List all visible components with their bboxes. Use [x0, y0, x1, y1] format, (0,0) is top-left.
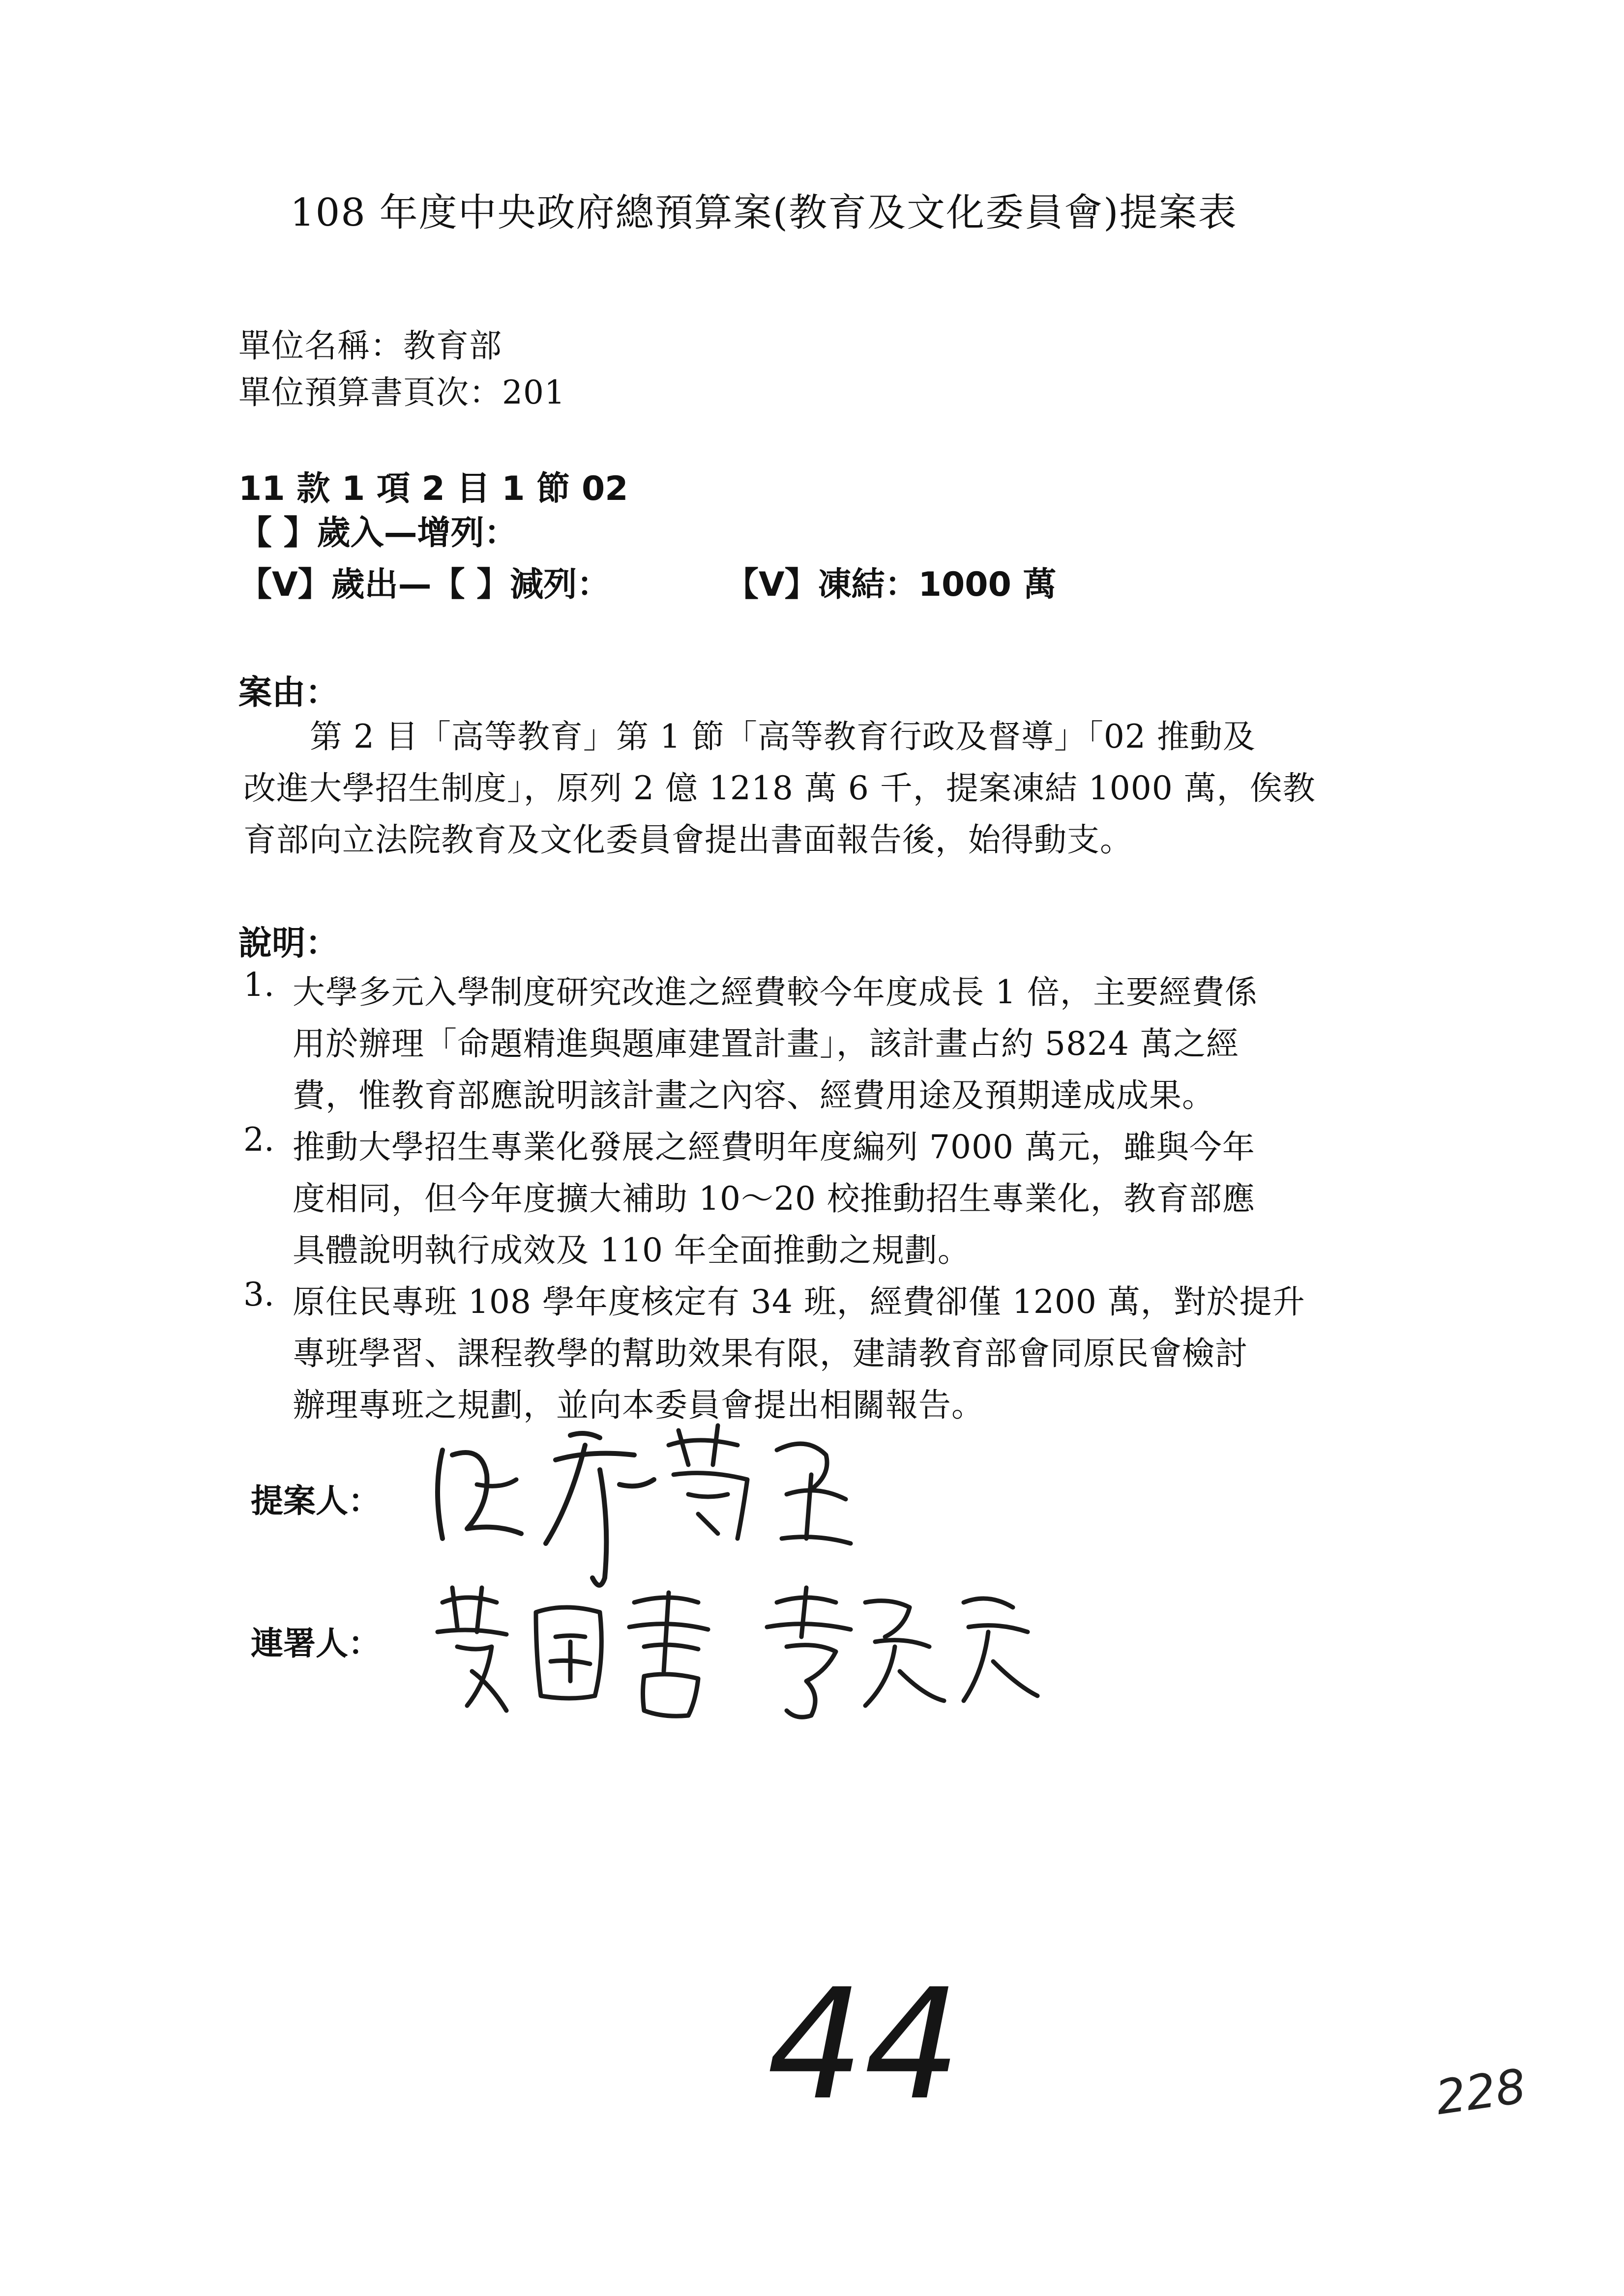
reason-heading: 案由：	[238, 673, 339, 712]
explanation-item-line: 專班學習、課程教學的幫助效果有限，建請教育部會同原民會檢討	[293, 1335, 1248, 1372]
explanation-item-line: 用於辦理「命題精進與題庫建置計畫」，該計畫占約 5824 萬之經	[293, 1025, 1239, 1063]
reason-line: 改進大學招生制度」，原列 2 億 1218 萬 6 千，提案凍結 1000 萬，俟教	[243, 769, 1316, 807]
reason-line: 育部向立法院教育及文化委員會提出書面報告後，始得動支。	[243, 821, 1133, 859]
expenditure-line: 【V】歲出—【 】減列：	[238, 565, 611, 604]
budget-code: 11 款 1 項 2 目 1 節 02	[238, 469, 628, 508]
revenue-line: 【 】歲入—增列：	[238, 514, 518, 552]
explanation-item-number: 1.	[243, 966, 274, 1004]
page-stamp: 228	[1432, 2058, 1530, 2126]
explanation-item-line: 度相同，但今年度擴大補助 10～20 校推動招生專業化，教育部應	[293, 1180, 1255, 1218]
explanation-item-number: 2.	[243, 1121, 274, 1159]
explanation-item-line: 費，惟教育部應說明該計畫之內容、經費用途及預期達成成果。	[293, 1076, 1215, 1114]
explanation-item-line: 大學多元入學制度研究改進之經費較今年度成長 1 倍，主要經費係	[293, 973, 1258, 1011]
explanation-item-line: 具體說明執行成效及 110 年全面推動之規劃。	[293, 1231, 971, 1269]
reason-line: 第 2 目「高等教育」第 1 節「高等教育行政及督導」「02 推動及	[310, 718, 1256, 756]
document-title: 108 年度中央政府總預算案(教育及文化委員會)提案表	[290, 191, 1238, 235]
handwritten-page-number: 44	[767, 1956, 961, 2134]
cosigner-signature	[423, 1573, 1062, 1735]
freeze-line: 【V】凍結：1000 萬	[725, 565, 1057, 604]
explanation-item-line: 原住民專班 108 學年度核定有 34 班，經費卻僅 1200 萬，對於提升	[293, 1283, 1305, 1321]
proposer-label: 提案人：	[251, 1482, 381, 1520]
unit-name: 單位名稱：教育部	[238, 327, 502, 365]
explanation-item-line: 推動大學招生專業化發展之經費明年度編列 7000 萬元，雖與今年	[293, 1128, 1255, 1166]
unit-budget-page: 單位預算書頁次：201	[238, 374, 565, 411]
cosigner-label: 連署人：	[251, 1625, 381, 1662]
explanation-item-number: 3.	[243, 1276, 274, 1313]
explanation-heading: 說明：	[238, 924, 339, 963]
explanation-item-line: 辦理專班之規劃，並向本委員會提出相關報告。	[293, 1386, 984, 1424]
